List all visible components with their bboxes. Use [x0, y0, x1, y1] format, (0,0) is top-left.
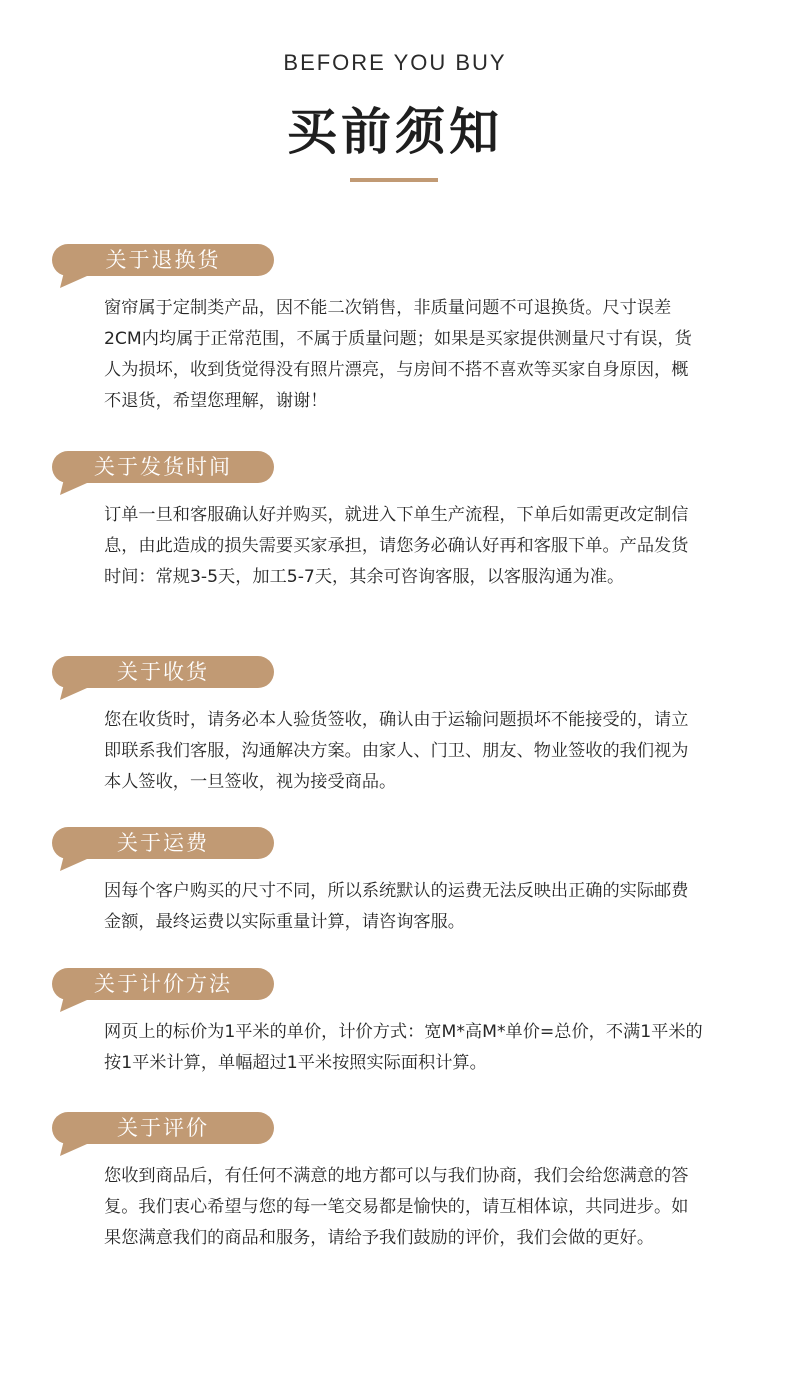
section-body: 窗帘属于定制类产品，因不能二次销售，非质量问题不可退换货。尺寸误差2CM内均属于正常范围，不属于质量问题；如果是买家提供测量尺寸有误，货人为损坏，收到货觉得没有照片漂亮，与房间不搭不喜欢等买家自身原因，概不退货，希望您理解，谢谢！ — [104, 298, 692, 411]
section-tag — [52, 656, 274, 704]
header-divider — [350, 178, 438, 182]
section-tag — [52, 968, 274, 1016]
section-tag — [52, 827, 274, 875]
section-tag — [52, 244, 274, 292]
section-body: 您在收货时，请务必本人验货签收，确认由于运输问题损坏不能接受的，请立即联系我们客服，沟通解决方案。由家人、门卫、朋友、物业签收的我们视为本人签收，一旦签收，视为接受商品。 — [104, 710, 689, 792]
section-title: 关于运费 — [117, 831, 209, 855]
section-body: 您收到商品后，有任何不满意的地方都可以与我们协商，我们会给您满意的答复。我们衷心希望与您的每一笔交易都是愉快的，请互相体谅，共同进步。如果您满意我们的商品和服务，请给予我们鼓励的评价，我们会做的更好。 — [104, 1166, 689, 1248]
header-cn-title: 买前须知 — [287, 102, 503, 161]
section-body: 订单一旦和客服确认好并购买，就进入下单生产流程，下单后如需更改定制信息，由此造成的损失需要买家承担，请您务必确认好再和客服下单。产品发货时间：常规3-5天，加工5-7天，其余可咨询客服，以客服沟通为准。 — [104, 505, 689, 587]
section-body: 因每个客户购买的尺寸不同，所以系统默认的运费无法反映出正确的实际邮费金额，最终运费以实际重量计算，请咨询客服。 — [104, 881, 689, 932]
section-title: 关于发货时间 — [94, 455, 232, 479]
section-body: 网页上的标价为1平米的单价，计价方式：宽M*高M*单价=总价，不满1平米的按1平米计算，单幅超过1平米按照实际面积计算。 — [104, 1022, 703, 1073]
section-title: 关于收货 — [117, 660, 209, 684]
section-title: 关于退换货 — [105, 248, 221, 272]
section-title: 关于评价 — [117, 1116, 209, 1140]
section-tag — [52, 1112, 274, 1160]
section-title: 关于计价方法 — [94, 972, 232, 996]
section-tag — [52, 451, 274, 499]
header-en-title: BEFORE YOU BUY — [283, 50, 507, 75]
